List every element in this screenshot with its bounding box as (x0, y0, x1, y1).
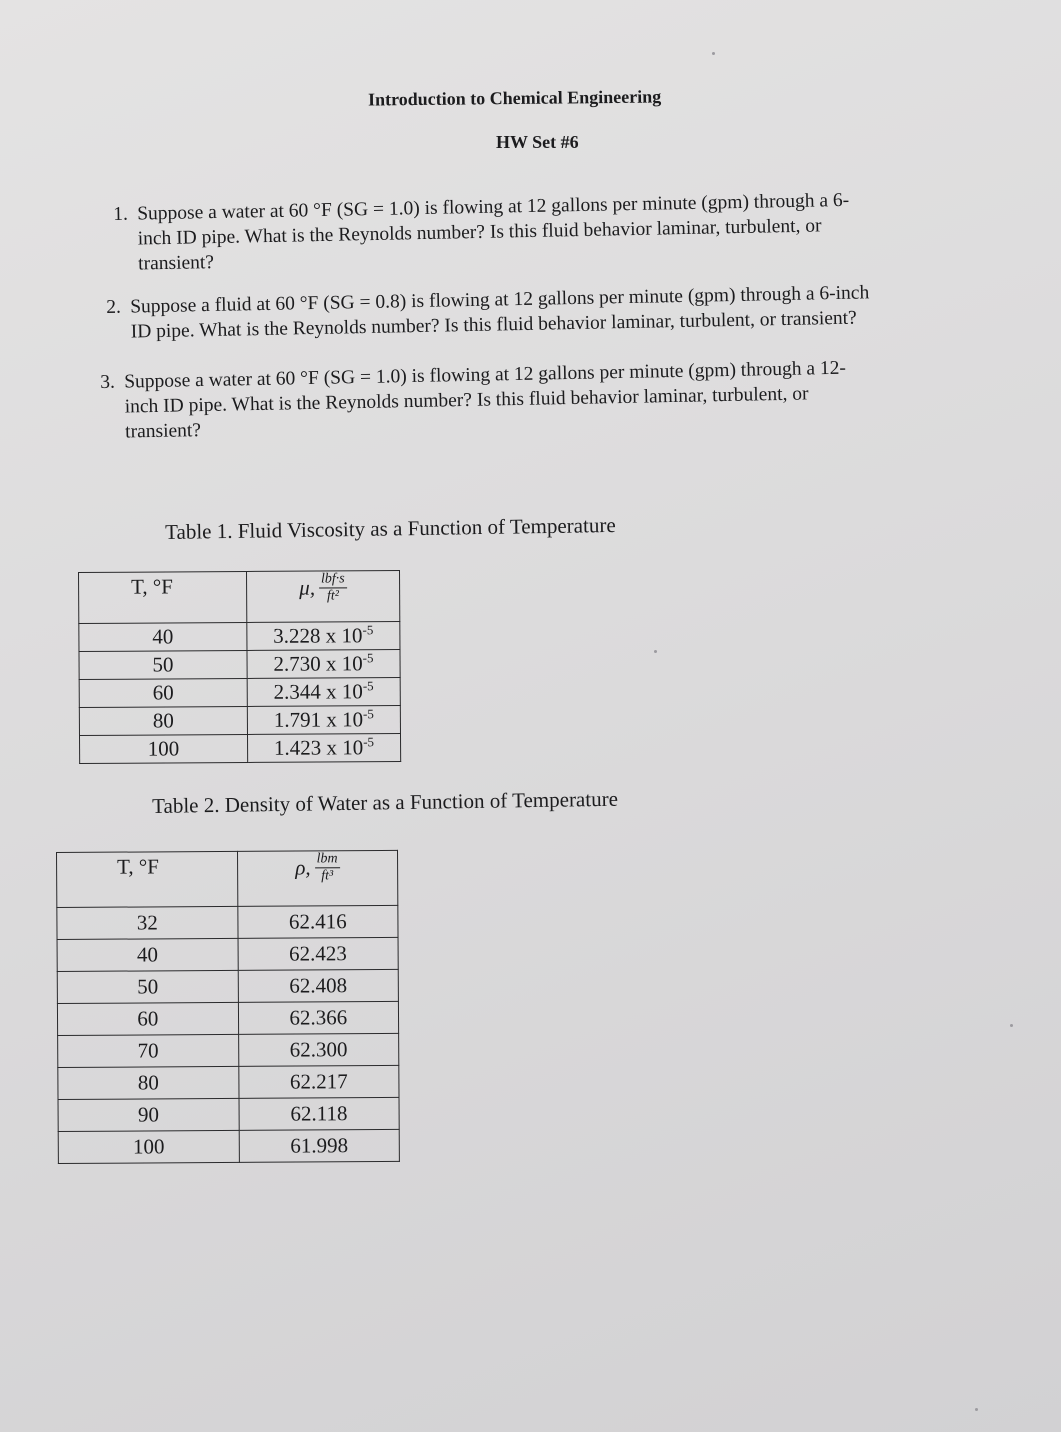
temperature-cell: 60 (79, 678, 247, 707)
density-cell: 62.423 (238, 937, 398, 970)
temperature-cell: 40 (79, 622, 247, 651)
document-subtitle: HW Set #6 (496, 132, 579, 152)
density-header (237, 850, 398, 906)
viscosity-mantissa: 2.344 x 10 (273, 679, 363, 704)
table-row (57, 905, 398, 939)
table-1-caption: Table 1. Fluid Viscosity as a Function of Temperature (165, 512, 616, 544)
viscosity-mantissa: 1.423 x 10 (273, 735, 364, 760)
temperature-cell: 50 (57, 970, 238, 1003)
viscosity-cell (247, 706, 400, 735)
temperature-cell: 50 (79, 650, 247, 679)
density-cell: 62.118 (239, 1097, 399, 1130)
temperature-cell: 80 (58, 1066, 239, 1099)
question-line: inch ID pipe. What is the Reynolds number? Is this fluid behavior laminar, turbulent, or (137, 215, 822, 250)
table-row (79, 650, 400, 680)
density-cell: 62.408 (238, 969, 398, 1002)
question-line: Suppose a fluid at 60 °F (SG = 0.8) is flowing at 12 gallons per minute (gpm) through a 6-inch (130, 282, 870, 318)
question-number: 1. (113, 203, 129, 225)
question-number: 3. (100, 371, 116, 393)
question-line: Suppose a water at 60 °F (SG = 1.0) is flowing at 12 gallons per minute (gpm) through a 6- (137, 189, 850, 225)
question-3 (100, 353, 980, 443)
temperature-header: T, °F (79, 571, 247, 623)
table-header-row (79, 571, 400, 624)
unit-numerator: lbf·s (319, 571, 347, 588)
viscosity-unit (319, 571, 347, 604)
viscosity-exponent: -5 (362, 622, 374, 638)
table-row (58, 1129, 399, 1163)
unit-numerator: lbm (315, 851, 340, 868)
viscosity-cell (247, 622, 400, 651)
question-line: ID pipe. What is the Reynolds number? Is this fluid behavior laminar, turbulent, or transient? (130, 307, 857, 343)
density-table (56, 850, 400, 1164)
density-cell: 62.366 (238, 1001, 398, 1034)
question-line: transient? (124, 420, 202, 443)
question-line: Suppose a water at 60 °F (SG = 1.0) is flowing at 12 gallons per minute (gpm) through a 12- (124, 357, 847, 393)
table-row (57, 1001, 398, 1035)
temperature-cell: 40 (57, 938, 238, 971)
temperature-cell: 70 (58, 1034, 239, 1067)
temperature-cell: 80 (79, 706, 247, 735)
density-cell: 62.300 (238, 1033, 398, 1066)
question-text (124, 356, 847, 445)
viscosity-table (78, 570, 401, 764)
viscosity-header (246, 571, 399, 623)
table-row (58, 1097, 399, 1131)
viscosity-cell (247, 734, 400, 763)
viscosity-exponent: -5 (362, 650, 374, 666)
table-row (79, 706, 400, 736)
paper-speck (712, 52, 715, 55)
density-symbol: ρ, (295, 855, 311, 880)
density-unit (315, 851, 340, 884)
viscosity-exponent: -5 (362, 706, 374, 722)
viscosity-cell (247, 678, 400, 707)
table-row (79, 678, 400, 708)
viscosity-cell (247, 650, 400, 679)
viscosity-exponent: -5 (362, 678, 374, 694)
document-title: Introduction to Chemical Engineering (367, 86, 662, 110)
viscosity-mantissa: 2.730 x 10 (273, 651, 363, 676)
table-row (57, 937, 398, 971)
question-line: transient? (137, 252, 215, 275)
temperature-cell: 100 (79, 734, 247, 763)
paper-speck (654, 650, 657, 653)
table-row (58, 1065, 399, 1099)
temperature-cell: 90 (58, 1098, 239, 1131)
density-cell: 62.416 (238, 905, 398, 938)
table-row (79, 734, 400, 764)
density-cell: 62.217 (239, 1065, 399, 1098)
unit-denominator: ft³ (321, 868, 334, 884)
question-line: inch ID pipe. What is the Reynolds number? Is this fluid behavior laminar, turbulent, or (124, 383, 809, 418)
viscosity-symbol: μ, (299, 575, 316, 600)
question-text (137, 188, 850, 277)
question-text (130, 280, 870, 344)
viscosity-mantissa: 1.791 x 10 (273, 707, 364, 732)
unit-denominator: ft² (326, 588, 340, 604)
table-row (57, 969, 398, 1003)
temperature-cell: 60 (57, 1002, 238, 1035)
table-header-row (57, 850, 398, 907)
table-row (79, 622, 400, 652)
paper-speck (1010, 1024, 1013, 1027)
question-2 (106, 278, 1006, 343)
table-2-caption: Table 2. Density of Water as a Function of Temperature (152, 786, 619, 818)
question-1 (113, 186, 963, 275)
question-number: 2. (106, 296, 122, 318)
viscosity-exponent: -5 (363, 734, 375, 750)
viscosity-mantissa: 3.228 x 10 (273, 623, 363, 648)
temperature-cell: 32 (57, 906, 238, 939)
density-cell: 61.998 (239, 1129, 399, 1162)
table-row (58, 1033, 399, 1067)
paper-speck (975, 1408, 978, 1411)
temperature-header: T, °F (57, 851, 238, 907)
temperature-cell: 100 (58, 1130, 239, 1163)
